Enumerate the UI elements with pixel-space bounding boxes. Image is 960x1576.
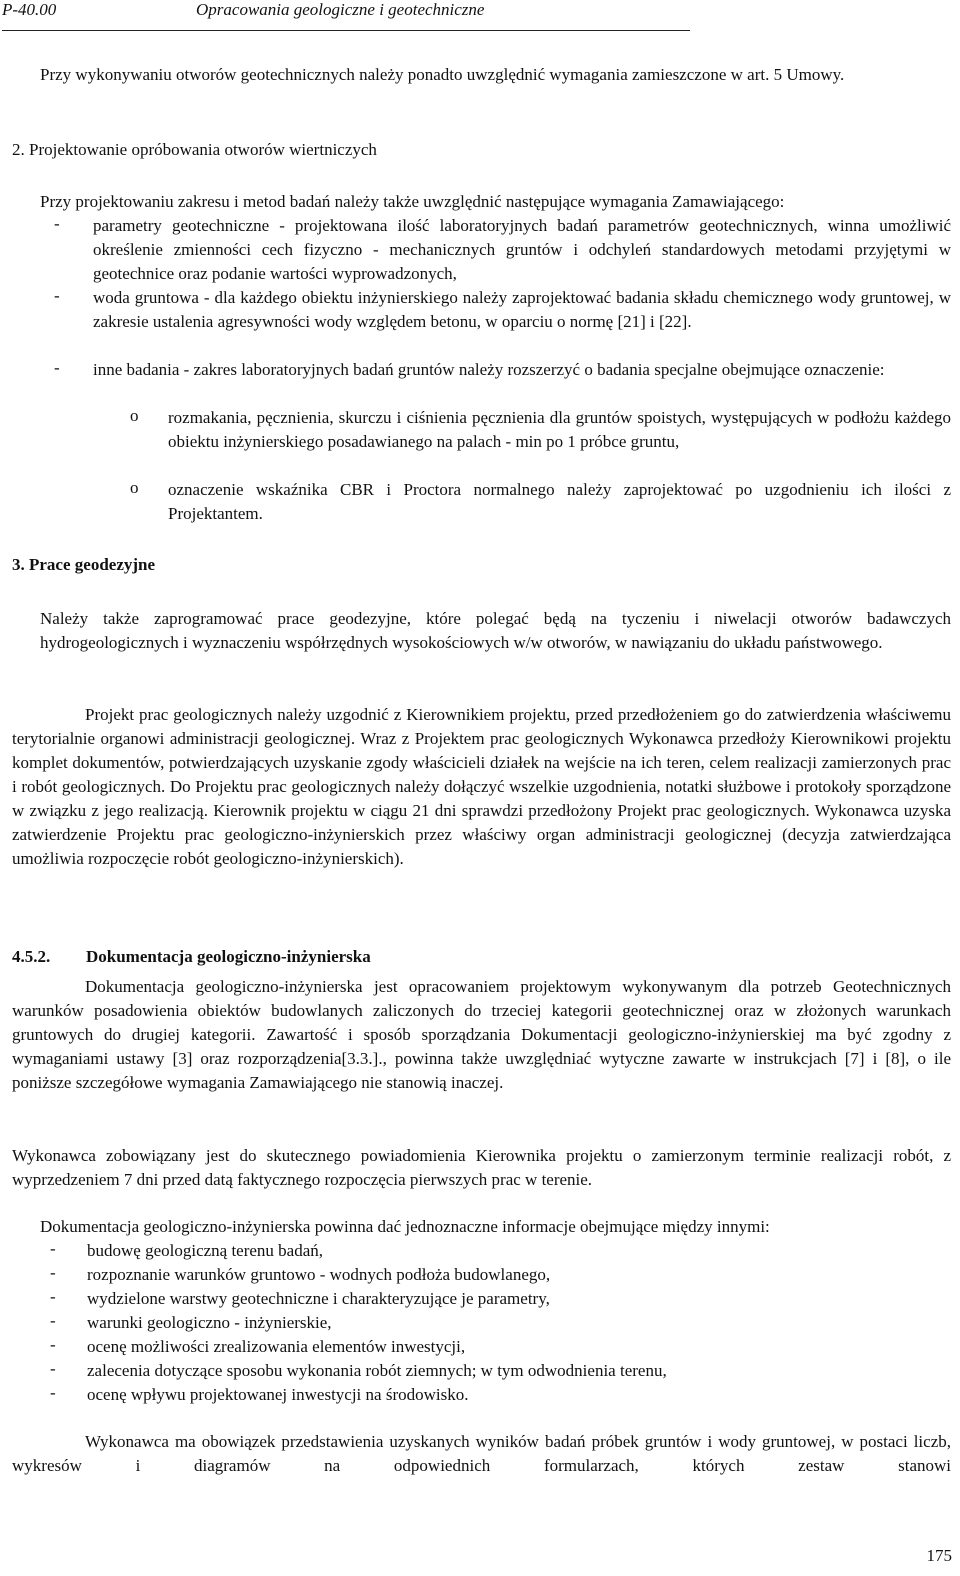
sub-bullet: o (130, 406, 139, 425)
section-452-paragraph-1: Dokumentacja geologiczno-inżynierska jest opracowaniem projektowym wykonywanym dla potrzeb Geotechnicznych warunków posadowienia obiektów budowlanych zaliczonych do trzeciej kategorii geotechnicznej oraz w złożonych warunkach gruntowych do drugiej kategorii. Zawartość i sposób sporządzania Dokumentacji geologiczno-inżynierskiej ma być zgodny z wymaganiami ustawy [3] oraz rozporządzenia[3.3.]., powinna także uwzględniać wytyczne zawarte w instrukcjach [7] i [8], o ile poniższe szczegółowe wymagania Zamawiającego nie stanowią inaczej. (12, 977, 951, 1092)
sub-item-rozmakania: rozmakania, pęcznienia, skurczu i ciśnienia pęcznienia dla gruntów spoistych, występujących w podłożu każdego obiektu inżynierskiego posadawianego na palach - min po 1 próbce gruntu, (168, 408, 951, 451)
document-title: Opracowania geologiczne i geotechniczne (196, 0, 485, 19)
document-code: P-40.00 (2, 0, 57, 19)
list-item-inne-badania: inne badania - zakres laboratoryjnych badań gruntów należy rozszerzyć o badania specjalne obejmujące oznaczenie: (93, 360, 885, 379)
list-item: warunki geologiczno - inżynierskie, (87, 1313, 332, 1332)
intro-paragraph: Przy wykonywaniu otworów geotechnicznych należy ponadto uwzględnić wymagania zamieszczone w art. 5 Umowy. (40, 65, 845, 84)
projekt-paragraph: Projekt prac geologicznych należy uzgodnić z Kierownikiem projektu, przed przedłożeniem go do zatwierdzenia właściwemu terytorialnie organowi administracji geologicznej. Wraz z Projektem prac geologicznych Wykonawca przedłoży Kierownikowi projektu komplet dokumentów, potwierdzających uzyskanie zgody właścicieli działek na wejście na ich teren, celem realizacji zamierzonych prac i robót geologicznych. Do Projektu prac geologicznych należy dołączyć wszelkie uzgodnienia, notatki służbowe i protokoły sporządzone w związku z jego realizacją. Kierownik projektu w ciągu 21 dni sprawdzi przedłożony Projekt prac geologicznych. Wykonawca uzyska zatwierdzenie Projektu prac geologiczno-inżynierskich przez właściwy organ administracji geologicznej (decyzja zatwierdzająca umożliwia rozpoczęcie robót geologiczno-inżynierskich). (12, 705, 951, 868)
list-item-parametry: parametry geotechniczne - projektowana ilość laboratoryjnych badań parametrów geotechnicznych, winna umożliwić określenie zmienności cech fizyczno - mechanicznych gruntów i odchyleń standardowych metodami przyjętymi w geotechnice oraz podanie wartości wyprowadzonych, (93, 216, 951, 283)
list-dash: - (50, 1311, 56, 1330)
list-item: wydzielone warstwy geotechniczne i charakteryzujące je parametry, (87, 1289, 550, 1308)
list-dash: - (54, 214, 60, 233)
list-item: ocenę wpływu projektowanej inwestycji na środowisko. (87, 1385, 469, 1404)
list-item: zalecenia dotyczące sposobu wykonania robót ziemnych; w tym odwodnienia terenu, (87, 1361, 667, 1380)
section-452-title: Dokumentacja geologiczno-inżynierska (86, 947, 371, 966)
section-2-lead: Przy projektowaniu zakresu i metod badań należy także uwzględnić następujące wymagania Zamawiającego: (40, 192, 785, 211)
list-item: ocenę możliwości zrealizowania elementów inwestycji, (87, 1337, 466, 1356)
sub-bullet: o (130, 478, 139, 497)
section-452-paragraph-3: Dokumentacja geologiczno-inżynierska powinna dać jednoznaczne informacje obejmujące między innymi: (40, 1217, 770, 1236)
list-dash: - (54, 358, 60, 377)
section-3-paragraph: Należy także zaprogramować prace geodezyjne, które polegać będą na tyczeniu i niwelacji otworów badawczych hydrogeologicznych i wyznaczeniu współrzędnych wysokościowych w/w otworów, w nawiązaniu do układu państwowego. (40, 609, 951, 652)
list-item: budowę geologiczną terenu badań, (87, 1241, 324, 1260)
section-2-heading: 2. Projektowanie opróbowania otworów wiertniczych (12, 140, 377, 159)
section-3-heading: 3. Prace geodezyjne (12, 555, 156, 574)
sub-item-cbr: oznaczenie wskaźnika CBR i Proctora normalnego należy zaprojektować po uzgodnieniu ich ilości z Projektantem. (168, 480, 951, 523)
list-dash: - (50, 1263, 56, 1282)
section-452-number: 4.5.2. (12, 947, 51, 966)
list-dash: - (50, 1239, 56, 1258)
list-item: rozpoznanie warunków gruntowo - wodnych podłoża budowlanego, (87, 1265, 551, 1284)
list-dash: - (50, 1335, 56, 1354)
section-452-paragraph-2: Wykonawca zobowiązany jest do skutecznego powiadomienia Kierownika projektu o zamierzonym terminie realizacji robót, z wyprzedzeniem 7 dni przed datą faktycznego rozpoczęcia pierwszych prac w terenie. (12, 1146, 951, 1189)
section-452-paragraph-4: Wykonawca ma obowiązek przedstawienia uzyskanych wyników badań próbek gruntów i wody gruntowej, w postaci liczb, wykresów i diagramów na odpowiednich formularzach, których zestaw stanowi (12, 1432, 951, 1475)
page-number: 175 (926, 1546, 952, 1565)
list-item-woda: woda gruntowa - dla każdego obiektu inżynierskiego należy zaprojektować badania składu chemicznego wody gruntowej, w zakresie ustalenia agresywności wody względem betonu, w oparciu o normę [21] i [22]. (93, 288, 951, 331)
page-header (2, 0, 690, 31)
list-dash: - (54, 286, 60, 305)
list-dash: - (50, 1383, 56, 1402)
list-dash: - (50, 1287, 56, 1306)
list-dash: - (50, 1359, 56, 1378)
